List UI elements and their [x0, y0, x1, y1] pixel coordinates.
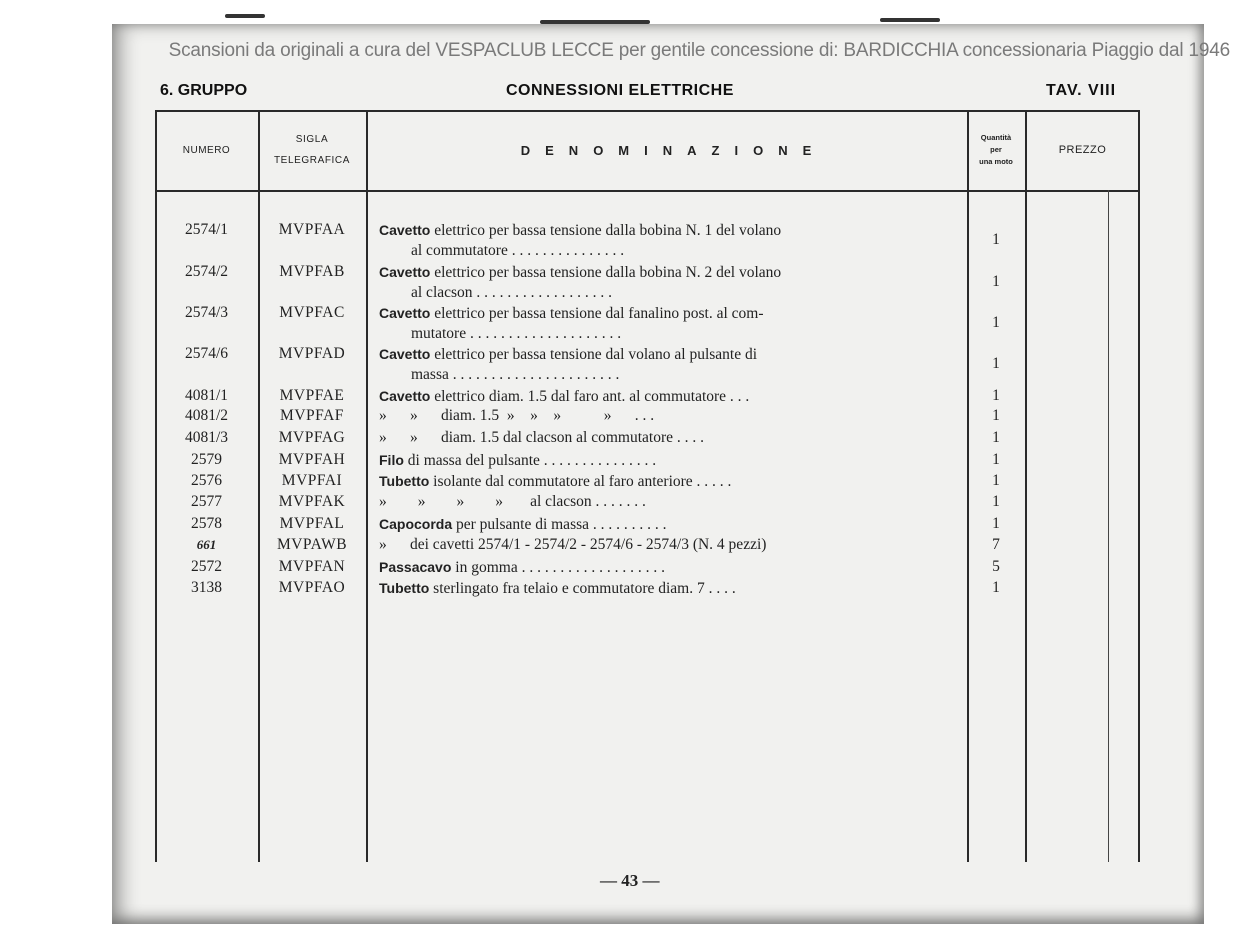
- description-text: elettrico per bassa tensione dalla bobina N. 2 del volano: [430, 264, 782, 281]
- description-lead: Filo: [379, 452, 404, 468]
- telegraphic-code: MVPFAH: [278, 451, 346, 468]
- part-number: 3138: [191, 579, 222, 596]
- telegraphic-code: MVPFAI: [281, 472, 343, 489]
- page-title: CONNESSIONI ELETTRICHE: [506, 82, 734, 99]
- quantity: 7: [992, 536, 1000, 553]
- description-lead: Cavetto: [379, 346, 431, 362]
- part-description: [379, 220, 959, 261]
- column-header-prezzo: PREZZO: [1058, 144, 1107, 156]
- part-description: [379, 303, 959, 344]
- part-description: [379, 492, 959, 512]
- description-continuation: massa . . . . . . . . . . . . . . . . . . . . . .: [411, 366, 620, 383]
- telegraphic-code: MVPFAF: [280, 407, 344, 424]
- telegraphic-code: MVPAWB: [276, 536, 348, 553]
- part-number: 2572: [191, 558, 222, 575]
- part-number: 4081/1: [184, 387, 229, 404]
- part-description: [379, 450, 959, 471]
- description-text: » dei cavetti 2574/1 - 2574/2 - 2574/6 - 2574/3 (N. 4 pezzi): [379, 536, 767, 553]
- description-text: in gomma . . . . . . . . . . . . . . . . . . .: [451, 559, 665, 576]
- description-text: elettrico diam. 1.5 dal faro ant. al commutatore . . .: [430, 388, 750, 405]
- part-number: 4081/2: [184, 407, 229, 424]
- quantity: 1: [992, 429, 1000, 446]
- part-number: 2577: [191, 493, 222, 510]
- description-continuation: mutatore . . . . . . . . . . . . . . . . . . . .: [411, 325, 622, 342]
- description-continuation: al clacson . . . . . . . . . . . . . . . . . .: [411, 284, 613, 301]
- description-lead: Cavetto: [379, 264, 431, 280]
- column-header-sigla: [258, 110, 366, 190]
- quantity: 1: [992, 493, 1000, 510]
- part-description: [379, 535, 959, 555]
- telegraphic-code: MVPFAE: [279, 387, 345, 404]
- description-text: elettrico per bassa tensione dalla bobina N. 1 del volano: [430, 222, 782, 239]
- part-description: [379, 344, 959, 385]
- part-number: 661: [196, 537, 217, 552]
- telegraphic-code: MVPFAB: [279, 263, 345, 280]
- description-text: elettrico per bassa tensione dal volano al pulsante di: [430, 346, 758, 363]
- quantity: 1: [992, 355, 1000, 372]
- quantity: 1: [992, 273, 1000, 290]
- description-text: sterlingato fra telaio e commutatore diam. 7 . . . .: [429, 580, 736, 597]
- column-header-denominazione: DENOMINAZIONE: [520, 142, 827, 158]
- qty-line-1: Quantità: [980, 133, 1012, 142]
- quantity: 1: [992, 515, 1000, 532]
- part-number: 2574/6: [184, 345, 229, 362]
- watermark-text: Scansioni da originali a cura del VESPACLUB LECCE per gentile concessione di: BARDICCHIA concessionaria Piaggio dal 1946: [168, 40, 1230, 61]
- col-rule: [1138, 110, 1140, 862]
- description-text: » » » » al clacson . . . . . . .: [379, 493, 646, 510]
- quantity: 1: [992, 314, 1000, 331]
- part-description: [379, 262, 959, 303]
- part-number: 2578: [191, 515, 222, 532]
- page-number: — 43 —: [600, 871, 660, 890]
- part-description: [379, 406, 959, 426]
- description-text: per pulsante di massa . . . . . . . . . .: [452, 516, 667, 533]
- description-lead: Tubetto: [379, 580, 430, 596]
- description-lead: Cavetto: [379, 305, 431, 321]
- col-rule: [1025, 110, 1027, 862]
- table-number: TAV. VIII: [1046, 82, 1117, 99]
- telegraphic-code: MVPFAN: [278, 558, 346, 575]
- telegraphic-code: MVPFAA: [278, 221, 346, 238]
- description-lead: Passacavo: [379, 559, 452, 575]
- part-number: 4081/3: [184, 429, 229, 446]
- telegraphic-code: MVPFAC: [279, 304, 345, 321]
- description-text: elettrico per bassa tensione dal fanalino post. al com-: [430, 305, 764, 322]
- part-description: [379, 428, 959, 448]
- sigla-line-2: TELEGRAFICA: [273, 155, 351, 166]
- telegraphic-code: MVPFAL: [279, 515, 345, 532]
- part-description: [379, 471, 959, 492]
- qty-line-3: una moto: [979, 157, 1013, 166]
- part-number: 2574/1: [184, 221, 229, 238]
- part-description: [379, 386, 959, 407]
- telegraphic-code: MVPFAO: [278, 579, 346, 596]
- description-text: » » diam. 1.5 » » » » . . .: [379, 407, 655, 424]
- description-lead: Cavetto: [379, 222, 431, 238]
- part-number: 2574/2: [184, 263, 229, 280]
- page-edge-mark: [225, 14, 265, 18]
- part-number: 2579: [191, 451, 222, 468]
- part-description: [379, 514, 959, 535]
- description-text: isolante dal commutatore al faro anteriore . . . . .: [429, 473, 732, 490]
- quantity: 1: [992, 387, 1000, 404]
- part-description: [379, 578, 959, 599]
- description-text: » » diam. 1.5 dal clacson al commutatore . . . .: [379, 429, 704, 446]
- description-lead: Cavetto: [379, 388, 431, 404]
- page-edge-mark: [540, 20, 650, 24]
- quantity: 1: [992, 451, 1000, 468]
- column-header-numero: NUMERO: [182, 144, 231, 156]
- part-description: [379, 557, 959, 578]
- part-number: 2576: [191, 472, 222, 489]
- quantity: 1: [992, 231, 1000, 248]
- description-continuation: al commutatore . . . . . . . . . . . . . . .: [411, 242, 625, 259]
- part-number: 2574/3: [184, 304, 229, 321]
- quantity: 1: [992, 472, 1000, 489]
- sigla-line-1: SIGLA: [295, 134, 329, 145]
- col-rule: [366, 110, 368, 862]
- table-header-rule: [155, 190, 1140, 192]
- telegraphic-code: MVPFAG: [278, 429, 346, 446]
- page-edge-mark: [880, 18, 940, 22]
- quantity: 1: [992, 407, 1000, 424]
- description-lead: Capocorda: [379, 516, 453, 532]
- column-header-quantita: [967, 110, 1025, 190]
- description-text: di massa del pulsante . . . . . . . . . . . . . . .: [403, 452, 657, 469]
- price-subcol-rule: [1108, 190, 1109, 862]
- quantity: 5: [992, 558, 1000, 575]
- group-label: 6. GRUPPO: [160, 82, 248, 99]
- telegraphic-code: MVPFAK: [278, 493, 346, 510]
- parts-table: [155, 110, 1140, 862]
- description-lead: Tubetto: [379, 473, 430, 489]
- telegraphic-code: MVPFAD: [278, 345, 346, 362]
- quantity: 1: [992, 579, 1000, 596]
- qty-line-2: per: [990, 145, 1002, 154]
